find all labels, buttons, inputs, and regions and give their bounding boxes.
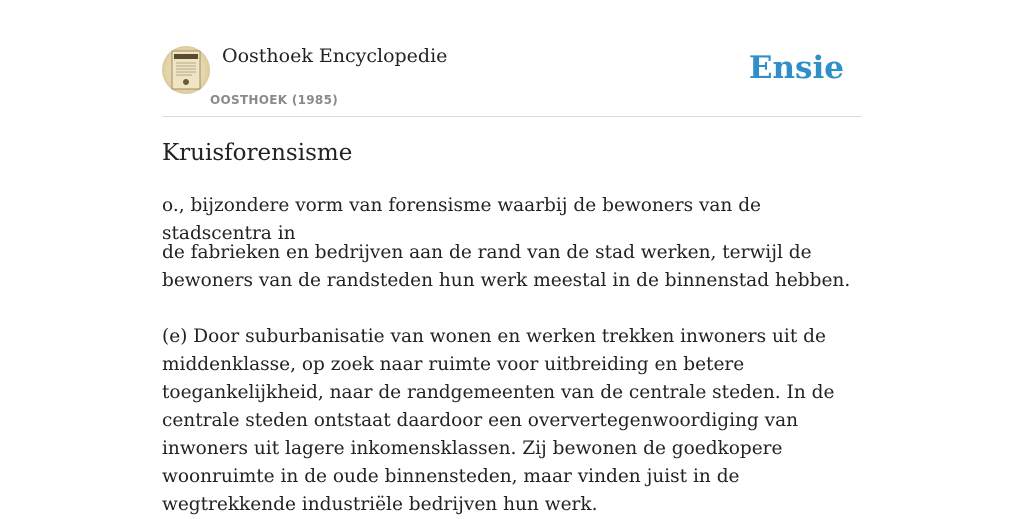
entry-paragraph: o., bijzondere vorm van forensisme waarbij de bewoners van de stadscentra in (162, 195, 762, 244)
book-cover-icon[interactable] (162, 46, 210, 94)
ensie-logo[interactable]: Ensie (748, 50, 844, 86)
publisher-label: OOSTHOEK (1985) (210, 93, 339, 107)
entry-title: Kruisforensisme (162, 140, 353, 166)
entry-paragraph: de fabrieken en bedrijven aan de rand van de stad werken, terwijl de bewoners van de randsteden hun werk meestal in de binnenstad hebben. (162, 242, 851, 291)
book-title[interactable]: Oosthoek Encyclopedie (222, 45, 448, 67)
entry-paragraph: (e) Door suburbanisatie van wonen en werken trekken inwoners uit de middenklasse, op zoek naar ruimte voor uitbreiding en betere toegankelijkheid, naar de randgemeenten van de centrale steden. In de centrale steden ontstaat daardoor een oververtegenwoordiging van inwoners uit lagere inkomensklassen. Zij bewonen de goedkopere woonruimte in de oude binnensteden, maar vinden juist in de wegtrekkende industriële bedrijven hun werk. (162, 326, 835, 515)
source-header (162, 0, 862, 117)
page-content (162, 0, 862, 515)
